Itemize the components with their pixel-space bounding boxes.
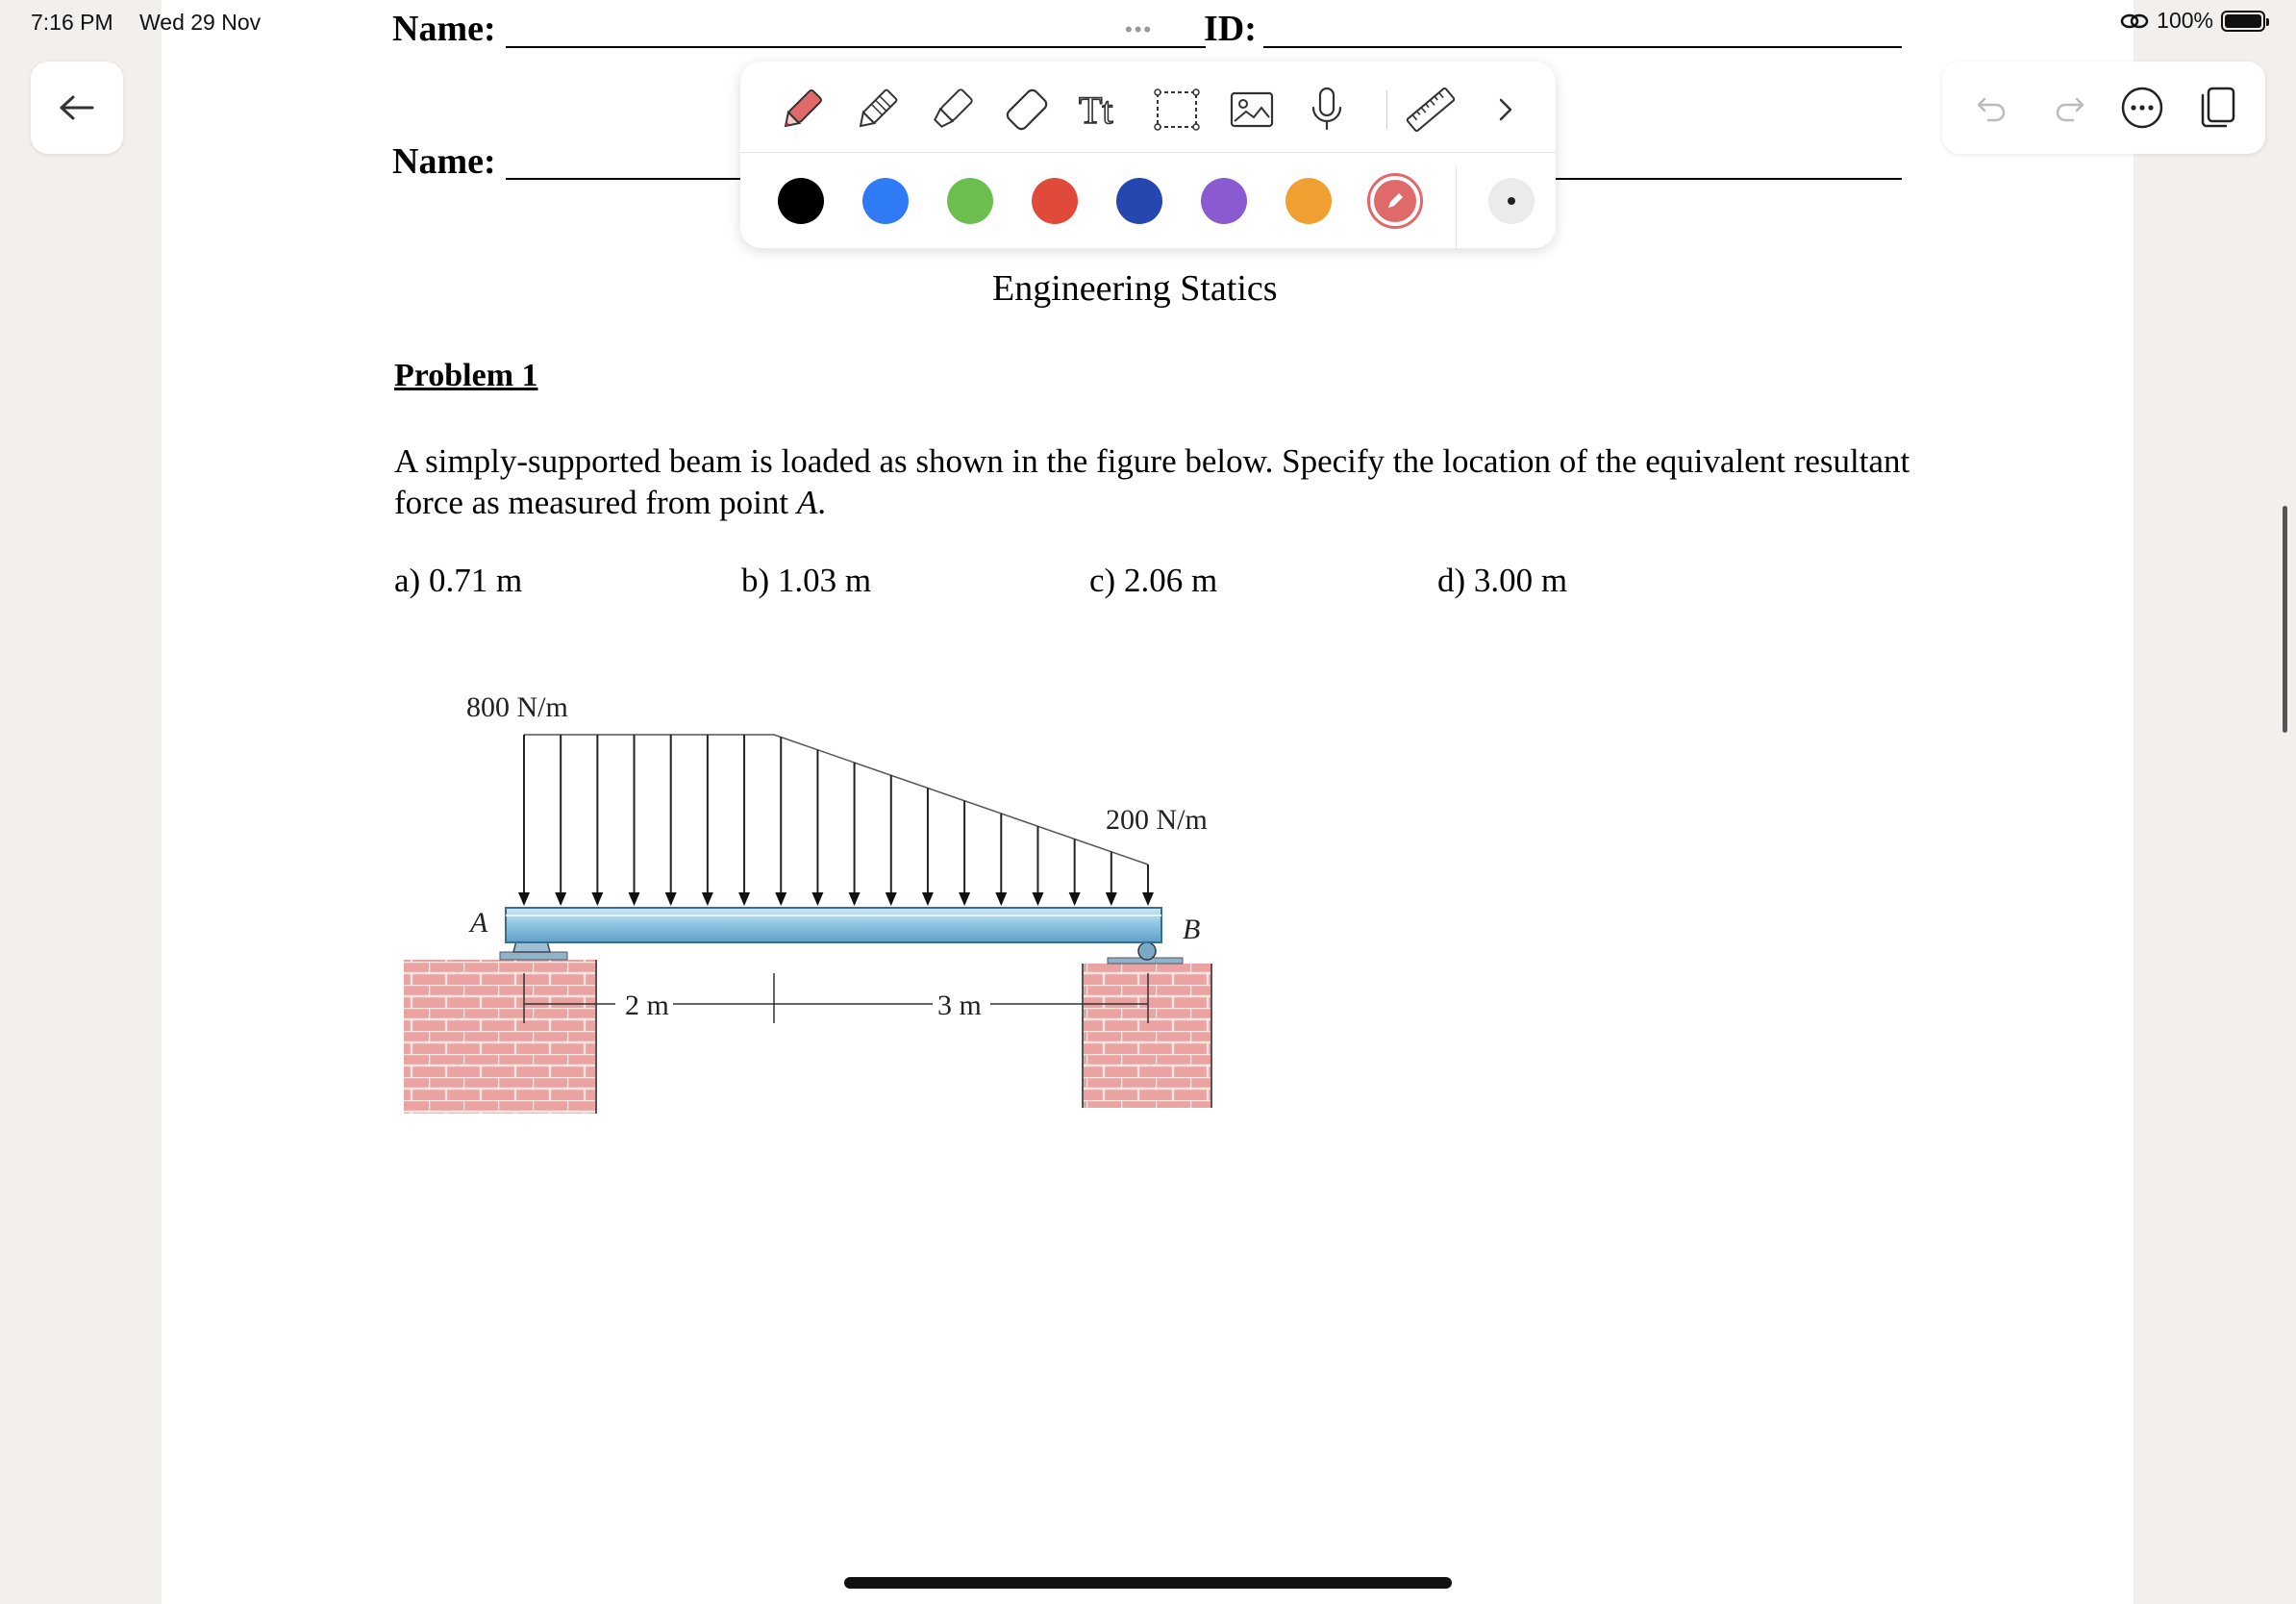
load-outline	[524, 735, 1148, 865]
more-icon	[2120, 86, 2164, 130]
point-a-label: A	[470, 907, 488, 939]
custom-color-fill	[1374, 180, 1416, 222]
id-line[interactable]	[1263, 46, 1902, 48]
load-arrow-head	[811, 892, 823, 906]
beam	[506, 908, 1161, 942]
problem-text-end: .	[817, 484, 827, 521]
load-arrow-head	[518, 892, 530, 906]
load-right-label: 200 N/m	[1106, 804, 1208, 836]
more-options-button[interactable]	[2119, 85, 2165, 131]
redo-button[interactable]	[2046, 85, 2092, 131]
load-arrow-head	[665, 892, 677, 906]
color-swatch-black[interactable]	[778, 178, 824, 224]
problem-text-body: A simply-supported beam is loaded as shown in the figure below. Specify the location of the equivalent resultant force as measured from point	[394, 442, 1910, 521]
toolbar-separator	[1386, 90, 1387, 129]
name-line-2-end[interactable]	[1556, 178, 1902, 180]
choice-d: d) 3.00 m	[1437, 562, 1568, 599]
highlighter-tool-icon	[927, 85, 977, 135]
microphone-icon	[1302, 85, 1352, 135]
color-swatch-navy[interactable]	[1116, 178, 1162, 224]
load-arrow-head	[775, 892, 786, 906]
link-icon	[2120, 12, 2149, 31]
point-b-label: B	[1183, 914, 1201, 945]
arrow-left-icon	[58, 93, 96, 122]
status-right	[2120, 8, 2265, 34]
toolbar-vertical-divider	[1456, 167, 1457, 248]
load-arrows	[518, 735, 1154, 906]
load-arrow-head	[886, 892, 897, 906]
battery-icon	[2221, 11, 2265, 32]
microphone-button[interactable]	[1300, 83, 1354, 137]
back-button[interactable]	[31, 62, 123, 154]
pages-button[interactable]	[2194, 85, 2240, 131]
load-arrow-head	[555, 892, 566, 906]
scroll-indicator[interactable]	[2283, 506, 2287, 733]
status-time: 7:16 PM	[31, 10, 113, 35]
problem-point: A	[796, 484, 818, 521]
battery-percent: 100%	[2157, 8, 2213, 33]
load-arrow-head	[738, 892, 750, 906]
load-arrow-head	[1069, 892, 1081, 906]
load-arrow-head	[959, 892, 970, 906]
document-actions	[1942, 62, 2265, 154]
redo-icon	[2052, 93, 2086, 122]
pen-tool-icon	[777, 85, 827, 135]
ruler-button[interactable]	[1404, 83, 1458, 137]
undo-icon	[1975, 93, 2009, 122]
load-arrow-head	[629, 892, 640, 906]
left-wall	[404, 960, 596, 1114]
text-tool-icon	[1075, 85, 1129, 135]
highlighter-tool-button[interactable]	[925, 83, 979, 137]
home-indicator[interactable]	[844, 1577, 1452, 1589]
problem-heading: Problem 1	[394, 358, 538, 393]
stroke-size-dot	[1508, 197, 1515, 205]
load-arrow-head	[922, 892, 934, 906]
image-insert-icon	[1227, 85, 1277, 135]
choice-c: c) 2.06 m	[1089, 562, 1218, 599]
roller-support	[1138, 942, 1156, 960]
choice-a: a) 0.71 m	[394, 562, 523, 599]
color-swatch-orange[interactable]	[1285, 178, 1332, 224]
color-swatch-green[interactable]	[947, 178, 993, 224]
name-line-2[interactable]	[506, 178, 746, 180]
dimension-line	[524, 973, 1148, 1023]
dimension-3m: 3 m	[937, 990, 982, 1021]
course-title: Engineering Statics	[992, 268, 1278, 309]
svg-text:Tt: Tt	[1079, 88, 1113, 132]
load-arrow-head	[1106, 892, 1117, 906]
color-swatch-red[interactable]	[1032, 178, 1078, 224]
name-label-2: Name:	[392, 141, 496, 182]
load-arrow-head	[1032, 892, 1043, 906]
eraser-tool-icon	[1002, 85, 1052, 135]
pencil-tool-button[interactable]	[850, 83, 904, 137]
pen-tool-button[interactable]	[775, 83, 829, 137]
ruler-icon	[1404, 85, 1458, 135]
pencil-tool-icon	[852, 85, 902, 135]
text-tool-button[interactable]	[1075, 83, 1129, 137]
pen-toolbar	[740, 62, 1556, 248]
dimension-2m: 2 m	[625, 990, 669, 1021]
custom-color-selected[interactable]	[1367, 173, 1423, 229]
load-arrow-head	[591, 892, 603, 906]
load-arrow-head	[995, 892, 1007, 906]
status-date: Wed 29 Nov	[139, 10, 262, 35]
choice-b: b) 1.03 m	[741, 562, 872, 599]
beam-figure	[394, 685, 1240, 1127]
undo-button[interactable]	[1969, 85, 2015, 131]
color-swatch-blue[interactable]	[862, 178, 909, 224]
eraser-tool-button[interactable]	[1000, 83, 1054, 137]
stroke-size-button[interactable]	[1488, 178, 1535, 224]
lasso-select-icon	[1152, 85, 1202, 135]
color-swatch-purple[interactable]	[1201, 178, 1247, 224]
load-arrow-head	[702, 892, 713, 906]
id-label: ID:	[1204, 9, 1257, 49]
load-arrow-head	[1142, 892, 1154, 906]
right-wall	[1083, 964, 1211, 1108]
name-label-1: Name:	[392, 9, 496, 49]
problem-text	[394, 440, 1933, 523]
lasso-select-button[interactable]	[1150, 83, 1204, 137]
load-arrow-head	[849, 892, 861, 906]
toolbar-drag-handle[interactable]: •••	[1125, 17, 1154, 41]
pencil-edit-icon	[1384, 189, 1407, 213]
name-line-1[interactable]	[506, 46, 1206, 48]
pages-icon	[2197, 86, 2237, 130]
load-left-label: 800 N/m	[466, 691, 568, 723]
chevron-right-icon	[1491, 95, 1520, 124]
image-insert-button[interactable]	[1225, 83, 1279, 137]
toolbar-divider	[740, 152, 1556, 153]
more-tools-button[interactable]	[1479, 83, 1533, 137]
